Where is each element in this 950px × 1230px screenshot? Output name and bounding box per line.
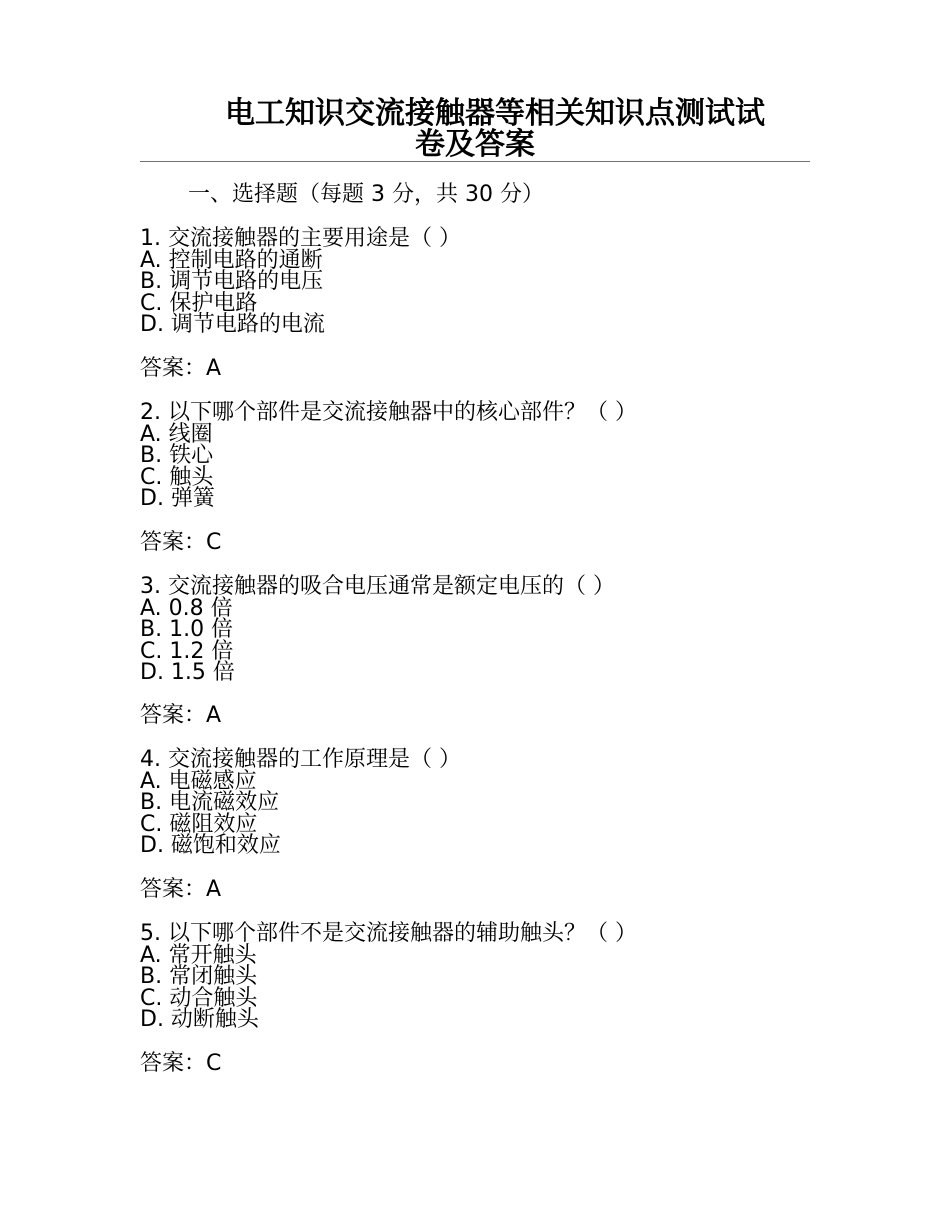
- question-1: [140, 228, 840, 336]
- question-stem: 1. 交流接触器的主要用途是（ ）: [140, 226, 461, 251]
- question-option: A. 电磁感应: [140, 768, 257, 794]
- question-5: [140, 923, 840, 1031]
- question-option: B. 常闭触头: [140, 964, 258, 989]
- question-3-answer: 答案：A: [140, 703, 222, 728]
- question-option: D. 调节电路的电流: [140, 312, 325, 337]
- question-option: A. 常开触头: [140, 942, 257, 968]
- question-4: [140, 749, 840, 857]
- question-option: C. 保护电路: [140, 290, 258, 316]
- question-option: A. 0.8 倍: [140, 595, 233, 621]
- question-option: C. 磁阻效应: [140, 811, 258, 837]
- title-underline-divider: [140, 161, 810, 162]
- question-5-answer: 答案：C: [140, 1051, 222, 1076]
- question-option: D. 动断触头: [140, 1007, 259, 1032]
- document-title-line-2: 卷及答案: [415, 127, 535, 162]
- question-option: C. 动合触头: [140, 985, 258, 1011]
- question-option: D. 1.5 倍: [140, 660, 235, 685]
- question-3: [140, 576, 840, 684]
- question-option: A. 线圈: [140, 421, 213, 447]
- question-option: B. 调节电路的电压: [140, 269, 324, 294]
- question-stem: 3. 交流接触器的吸合电压通常是额定电压的（ ）: [140, 574, 615, 599]
- question-stem: 5. 以下哪个部件不是交流接触器的辅助触头？（ ）: [140, 921, 637, 946]
- question-stem: 4. 交流接触器的工作原理是（ ）: [140, 747, 461, 772]
- question-option: C. 1.2 倍: [140, 638, 234, 664]
- question-2-answer: 答案：C: [140, 530, 222, 555]
- question-option: B. 1.0 倍: [140, 617, 234, 642]
- question-2: [140, 402, 840, 510]
- question-stem: 2. 以下哪个部件是交流接触器中的核心部件？（ ）: [140, 400, 637, 425]
- question-4-answer: 答案：A: [140, 877, 222, 902]
- question-1-answer: 答案：A: [140, 356, 222, 381]
- document-title-line-1: 电工知识交流接触器等相关知识点测试试: [225, 96, 765, 131]
- question-option: D. 磁饱和效应: [140, 833, 281, 858]
- question-option: B. 电流磁效应: [140, 790, 280, 815]
- question-option: B. 铁心: [140, 443, 214, 468]
- section-heading: 一、选择题（每题 3 分，共 30 分）: [188, 182, 544, 207]
- question-option: C. 触头: [140, 464, 214, 490]
- question-option: D. 弹簧: [140, 486, 215, 511]
- document-title: [140, 98, 810, 160]
- question-option: A. 控制电路的通断: [140, 247, 323, 273]
